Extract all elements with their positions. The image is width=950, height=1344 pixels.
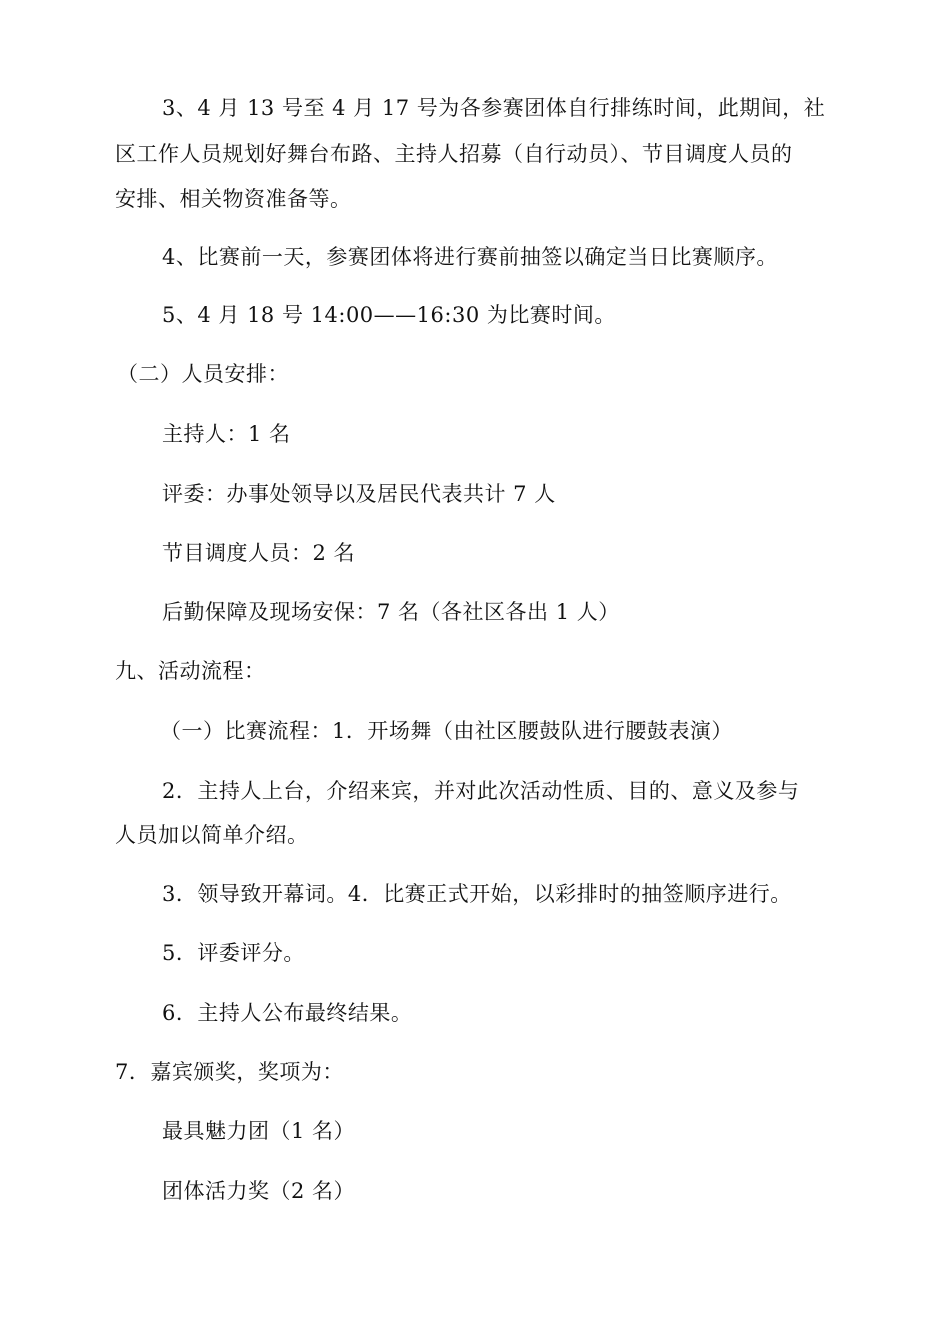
process-step-7: 7．嘉宾颁奖，奖项为： xyxy=(115,1060,344,1084)
staff-logistics-security: 后勤保障及现场安保：7 名（各社区各出 1 人） xyxy=(162,600,620,624)
process-step-6: 6．主持人公布最终结果。 xyxy=(162,1001,413,1025)
award-most-charming: 最具魅力团（1 名） xyxy=(162,1119,356,1143)
section-heading-process: 九、活动流程： xyxy=(115,659,266,683)
staff-program-coordinators: 节目调度人员：2 名 xyxy=(162,541,356,565)
paragraph-match-time: 5、4 月 18 号 14:00——16:30 为比赛时间。 xyxy=(162,303,616,327)
process-step-2-line-2: 人员加以简单介绍。 xyxy=(115,823,309,847)
paragraph-schedule-line-3: 安排、相关物资准备等。 xyxy=(115,187,352,211)
staff-judges: 评委：办事处领导以及居民代表共计 7 人 xyxy=(162,482,556,506)
paragraph-schedule-line-1: 3、4 月 13 号至 4 月 17 号为各参赛团体自行排练时间，此期间，社 xyxy=(162,96,826,120)
process-step-2-line-1: 2．主持人上台，介绍来宾，并对此次活动性质、目的、意义及参与 xyxy=(162,779,800,803)
section-heading-staffing: （二）人员安排： xyxy=(117,362,289,386)
process-step-3-4: 3．领导致开幕词。4．比赛正式开始，以彩排时的抽签顺序进行。 xyxy=(162,882,792,906)
paragraph-draw-order: 4、比赛前一天，参赛团体将进行赛前抽签以确定当日比赛顺序。 xyxy=(162,245,778,269)
process-step-1: （一）比赛流程：1．开场舞（由社区腰鼓队进行腰鼓表演） xyxy=(160,719,733,743)
paragraph-schedule-line-2: 区工作人员规划好舞台布路、主持人招募（自行动员）、节目调度人员的 xyxy=(115,142,793,166)
award-team-vitality: 团体活力奖（2 名） xyxy=(162,1179,356,1203)
process-step-5: 5．评委评分。 xyxy=(162,941,305,965)
staff-host: 主持人：1 名 xyxy=(162,422,291,446)
